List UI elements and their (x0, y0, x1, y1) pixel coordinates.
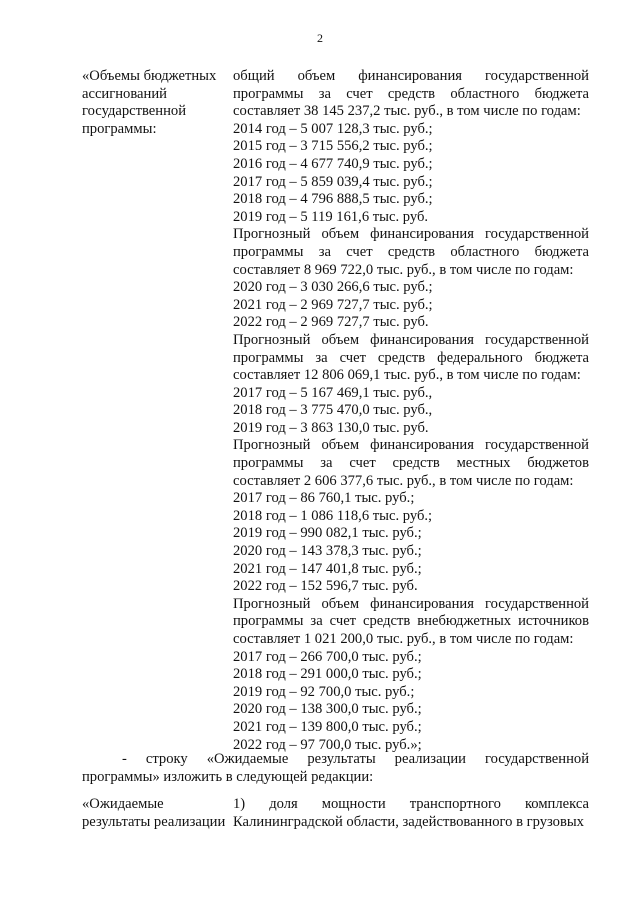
budget-allocations-value (233, 68, 589, 754)
value-line: 2021 год – 147 401,8 тыс. руб.; (233, 560, 422, 577)
value-line: программы за счет средств внебюджетных источников (233, 613, 589, 630)
instruction-line-2: программы» изложить в следующей редакции: (82, 768, 374, 785)
value-line: программы за счет средств федерального бюджета (233, 349, 589, 366)
value-line: 2016 год – 4 677 740,9 тыс. руб.; (233, 155, 433, 172)
value-line: составляет 38 145 237,2 тыс. руб., в том числе по годам: (233, 103, 581, 120)
value-line: 2018 год – 3 775 470,0 тыс. руб., (233, 402, 433, 419)
value-line: 2019 год – 990 082,1 тыс. руб.; (233, 525, 422, 542)
page-number: 2 (317, 31, 323, 45)
value-line: 2022 год – 152 596,7 тыс. руб. (233, 578, 418, 595)
value-line: программы за счет средств местных бюджетов (233, 455, 589, 472)
expected-results-label (82, 796, 226, 831)
value-line: общий объем финансирования государственной (233, 68, 589, 84)
value-line: 2017 год – 5 167 469,1 тыс. руб., (233, 384, 433, 401)
value-line: составляет 2 606 377,6 тыс. руб., в том числе по годам: (233, 472, 574, 489)
value-line: 2022 год – 2 969 727,7 тыс. руб. (233, 314, 429, 331)
value-line: 2014 год – 5 007 128,3 тыс. руб.; (233, 120, 433, 137)
value-line: 2021 год – 139 800,0 тыс. руб.; (233, 718, 422, 735)
value-line: составляет 1 021 200,0 тыс. руб., в том числе по годам: (233, 631, 574, 647)
value-line: 2018 год – 4 796 888,5 тыс. руб.; (233, 191, 433, 208)
instruction-paragraph (82, 751, 589, 786)
instruction-line-1: - строку «Ожидаемые результаты реализации государственной (122, 751, 589, 767)
label-line: государственной (82, 103, 187, 120)
value-line: 1) доля мощности транспортного комплекса (233, 796, 589, 812)
value-line: 2020 год – 143 378,3 тыс. руб.; (233, 543, 422, 560)
value-line: 2015 год – 3 715 556,2 тыс. руб.; (233, 138, 433, 155)
value-line: Прогнозный объем финансирования государственной (233, 437, 589, 454)
value-line: 2018 год – 291 000,0 тыс. руб.; (233, 666, 422, 683)
value-line: 2019 год – 5 119 161,6 тыс. руб. (233, 208, 429, 225)
value-line: 2017 год – 86 760,1 тыс. руб.; (233, 490, 415, 507)
value-line: 2022 год – 97 700,0 тыс. руб.»; (233, 736, 422, 753)
value-line: программы за счет средств областного бюджета (233, 85, 589, 102)
value-line: 2019 год – 92 700,0 тыс. руб.; (233, 683, 415, 700)
value-line: 2020 год – 3 030 266,6 тыс. руб.; (233, 279, 433, 296)
value-line: Прогнозный объем финансирования государственной (233, 226, 589, 243)
value-line: 2020 год – 138 300,0 тыс. руб.; (233, 701, 422, 718)
value-line: Калининградской области, задействованного в грузовых (233, 813, 584, 830)
value-line: 2018 год – 1 086 118,6 тыс. руб.; (233, 507, 433, 524)
value-line: 2017 год – 5 859 039,4 тыс. руб.; (233, 173, 433, 190)
value-line: составляет 8 969 722,0 тыс. руб., в том числе по годам: (233, 261, 574, 278)
label-line: «Объемы бюджетных (82, 68, 217, 84)
value-line: 2017 год – 266 700,0 тыс. руб.; (233, 648, 422, 665)
value-line: Прогнозный объем финансирования государственной (233, 595, 589, 612)
label-line: программы: (82, 120, 157, 137)
budget-allocations-label (82, 68, 222, 138)
value-line: составляет 12 806 069,1 тыс. руб., в том числе по годам: (233, 367, 581, 384)
value-line: 2019 год – 3 863 130,0 тыс. руб. (233, 419, 429, 436)
label-line: результаты реализации (82, 813, 226, 830)
expected-results-value (233, 796, 589, 831)
value-line: программы за счет средств областного бюджета (233, 243, 589, 260)
label-line: «Ожидаемые (82, 796, 164, 812)
value-line: 2021 год – 2 969 727,7 тыс. руб.; (233, 296, 433, 313)
label-line: ассигнований (82, 85, 167, 102)
value-line: Прогнозный объем финансирования государственной (233, 331, 589, 348)
